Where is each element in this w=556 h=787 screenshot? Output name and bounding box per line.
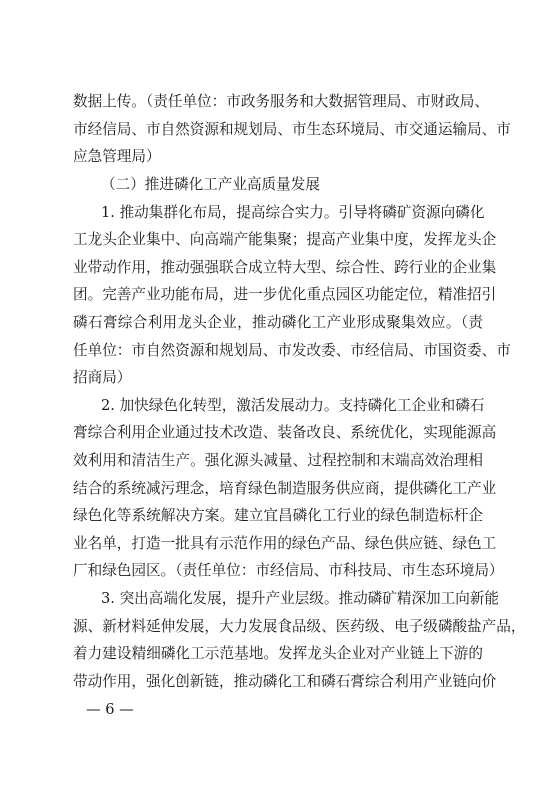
text-line: 业名单，打造一批具有示范作用的绿色产品、绿色供应链、绿色工 — [73, 535, 497, 552]
text-line: 团。完善产业功能布局，进一步优化重点园区功能定位，精准招引 — [73, 286, 497, 303]
text-line: 膏综合利用企业通过技术改造、装备改良、系统优化，实现能源高 — [73, 424, 497, 441]
text-line: 绿色化等系统解决方案。建立宜昌磷化工行业的绿色制造标杆企 — [73, 507, 483, 524]
text-line: 效利用和清洁生产。强化源头减量、过程控制和末端高效治理相 — [73, 452, 483, 469]
text-line: 市经信局、市自然资源和规划局、市生态环境局、市交通运输局、市 — [73, 121, 511, 138]
text-line: 数据上传。（责任单位：市政务服务和大数据管理局、市财政局、 — [73, 93, 489, 110]
text-line: 带动作用，强化创新链，推动磷化工和磷石膏综合利用产业链向价 — [73, 673, 497, 690]
section-heading: （二）推进磷化工产业高质量发展 — [101, 176, 320, 193]
page-number: — 6 — — [86, 701, 134, 718]
text-line: 磷石膏综合利用龙头企业，推动磷化工产业形成聚集效应。（责 — [73, 314, 483, 331]
text-line: 3. 突出高端化发展，提升产业层级。推动磷矿精深加工向新能 — [101, 590, 500, 607]
text-line: 任单位：市自然资源和规划局、市发改委、市经信局、市国资委、市 — [73, 342, 511, 359]
text-line: 2. 加快绿色化转型，激活发展动力。支持磷化工企业和磷石 — [101, 397, 485, 414]
text-line: 厂和绿色园区。（责任单位：市经信局、市科技局、市生态环境局） — [73, 562, 504, 579]
text-line: 招商局） — [73, 369, 132, 386]
text-line: 源、新材料延伸发展，大力发展食品级、医药级、电子级磷酸盐产品， — [73, 618, 526, 635]
text-line: 结合的系统减污理念，培育绿色制造服务供应商，提供磷化工产业 — [73, 480, 497, 497]
text-line: 着力建设精细磷化工示范基地。发挥龙头企业对产业链上下游的 — [73, 645, 483, 662]
text-line: 应急管理局） — [73, 148, 161, 165]
text-line: 业带动作用，推动强强联合成立特大型、综合性、跨行业的企业集 — [73, 259, 497, 276]
text-line: 1. 推动集群化布局，提高综合实力。引导将磷矿资源向磷化 — [101, 204, 485, 221]
text-line: 工龙头企业集中、向高端产能集聚；提高产业集中度，发挥龙头企 — [73, 231, 497, 248]
